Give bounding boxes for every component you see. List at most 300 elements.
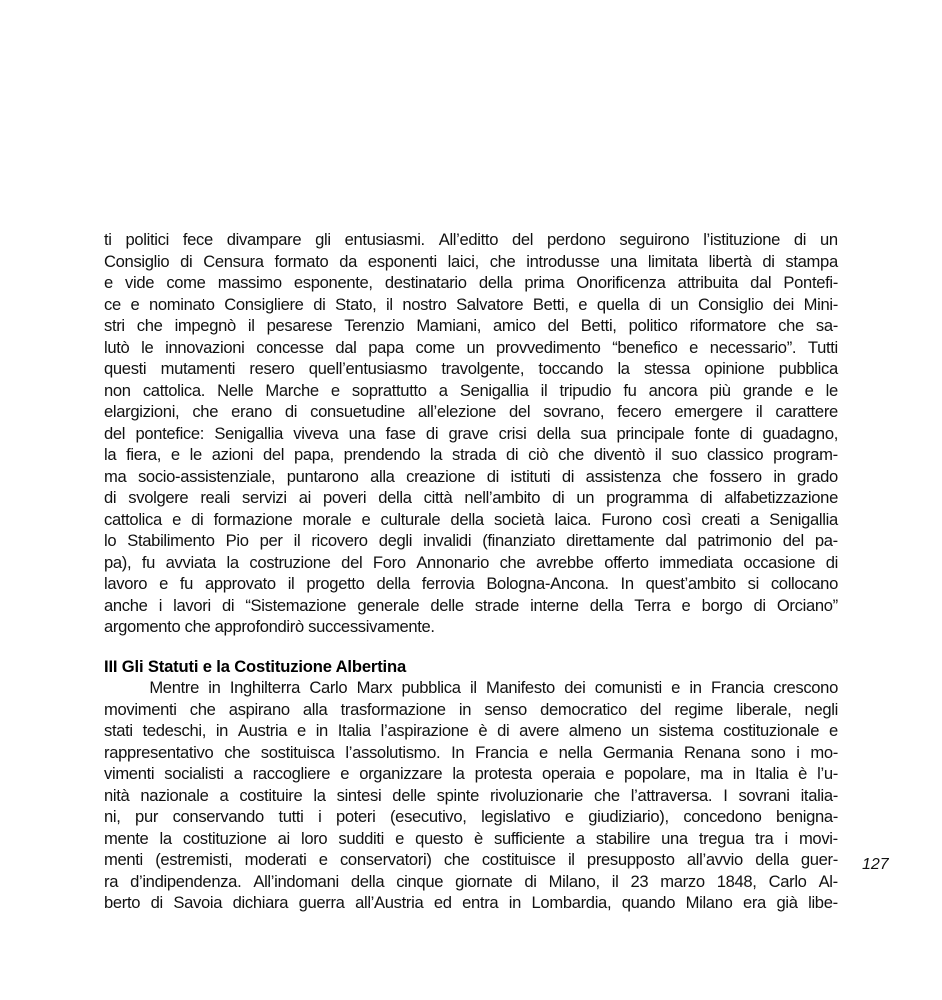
word: Pontefi- [783, 273, 838, 292]
word: della [478, 273, 513, 292]
text-line [104, 552, 838, 574]
word: Senigallia [214, 423, 283, 443]
word: e [605, 764, 614, 783]
word: travolgente, [441, 359, 525, 378]
word: marzo [660, 871, 705, 891]
word: e [330, 380, 340, 400]
word: a [219, 785, 229, 805]
word: i [796, 742, 800, 762]
word: Nelle [217, 380, 254, 400]
word: sua [580, 423, 607, 443]
word: e [297, 721, 306, 740]
word: dal [665, 531, 687, 550]
word: di [740, 423, 753, 443]
word: Terenzio [344, 316, 405, 335]
word: Italia [755, 764, 789, 783]
word: laica. [554, 509, 592, 529]
word: fase [385, 423, 416, 443]
word: i [784, 828, 788, 848]
word: dei [564, 678, 586, 697]
word: progetto [306, 574, 365, 593]
word: papa [368, 337, 404, 357]
word: ni, [104, 807, 121, 826]
word: e [104, 273, 113, 292]
word: (esecutivo, [389, 807, 467, 826]
text-line [104, 530, 838, 552]
word: di [505, 445, 519, 464]
word: erano [231, 402, 272, 421]
word: quella [596, 294, 640, 314]
word: approvato [204, 574, 276, 593]
word: della [450, 509, 484, 529]
word: tutti [278, 807, 304, 826]
word: amico [492, 316, 536, 335]
word: città [423, 488, 453, 507]
word: la [159, 828, 172, 848]
word: necessario”. [709, 337, 797, 357]
word: che [443, 850, 470, 869]
text-line [104, 423, 838, 445]
word: il [293, 531, 301, 550]
word: di [700, 488, 713, 507]
word: Annonario [416, 552, 489, 572]
word: nominato [149, 294, 215, 314]
word: guadagno, [762, 423, 838, 443]
word: crisi [498, 423, 527, 443]
text-line [104, 892, 838, 914]
word: costituzione [182, 828, 267, 848]
word: l’assolutismo. [345, 742, 441, 762]
word: avviata [165, 552, 216, 572]
word: e [689, 337, 699, 357]
word: fu [179, 574, 194, 593]
word: Betti, [580, 316, 617, 335]
word: conservatori) [339, 850, 432, 869]
word: formato [274, 251, 329, 271]
word: provvedimento [495, 337, 601, 357]
word: alfabetizzazione [724, 488, 838, 507]
word: e [361, 509, 371, 529]
word: perdono [546, 230, 606, 249]
word: Manifesto [486, 678, 555, 697]
word: papa, [293, 445, 334, 464]
text-line [104, 251, 838, 273]
word: di [180, 251, 193, 271]
word: degli [378, 531, 413, 550]
word: ed [433, 893, 452, 912]
word: in [208, 678, 221, 697]
word: di [825, 552, 838, 572]
word: e [170, 445, 180, 464]
word: ti [104, 230, 112, 249]
text-line [104, 785, 838, 807]
word: ciò [528, 445, 549, 464]
word: I [723, 785, 728, 805]
word: classico [706, 445, 764, 464]
word: e [538, 742, 548, 762]
word: Al- [818, 871, 838, 891]
word: esponente, [293, 273, 373, 292]
word: (estremisti, [155, 850, 233, 869]
word: l’istituzione [703, 230, 781, 249]
word: della [755, 850, 789, 869]
word: il [386, 294, 393, 314]
word: almeno [568, 721, 622, 740]
word: elargizioni, [104, 402, 180, 421]
word: questi [104, 359, 147, 378]
word: massimo [217, 273, 282, 292]
word: popolare, [624, 764, 691, 783]
text-line [104, 871, 838, 893]
word: principale [616, 423, 685, 443]
word: come [166, 273, 206, 292]
word: di [104, 488, 117, 507]
word: in [315, 721, 328, 740]
word: creati [701, 509, 740, 529]
word: senso [484, 699, 527, 719]
word: del [341, 552, 363, 572]
word: che [189, 699, 216, 719]
word: negli [804, 699, 838, 719]
word: trasformazione [340, 699, 446, 719]
word: tedeschi, [142, 721, 207, 740]
word: sovrano, [543, 402, 605, 421]
word: e [671, 678, 681, 697]
word: socio-assistenziale, [137, 466, 276, 486]
word: della [376, 574, 410, 593]
word: è [474, 828, 483, 848]
word: in [732, 764, 745, 783]
word: Savoia [173, 893, 223, 912]
word: il [611, 871, 619, 891]
word: da [339, 251, 357, 271]
word: all’Austria [355, 893, 424, 912]
word: e [578, 294, 588, 314]
word: di [793, 230, 807, 249]
word: costituzionale [723, 721, 820, 740]
word: del [782, 531, 804, 550]
word: dichiara [232, 893, 289, 912]
word: un [670, 294, 689, 314]
word: Milano [685, 893, 733, 912]
word: grave [448, 423, 489, 443]
word: poveri [323, 488, 367, 507]
word: tra [755, 828, 774, 848]
word: giudiziario), [588, 807, 669, 826]
word: 1848, [716, 871, 757, 891]
word: sufficiente [494, 828, 565, 848]
word: formazione [213, 509, 293, 529]
page-number: 127 [862, 856, 889, 873]
word: che [136, 316, 163, 335]
word: che [778, 316, 804, 335]
word: che [558, 445, 584, 464]
word: svolgere [128, 488, 189, 507]
word: sistema [658, 721, 714, 740]
word: era [742, 893, 766, 912]
text-line [104, 849, 838, 871]
word: e [564, 807, 574, 826]
word: Senigallia [459, 380, 529, 400]
word: Carlo [768, 871, 807, 891]
word: di [753, 595, 766, 615]
word: pontefice: [135, 423, 205, 443]
word: non [104, 380, 131, 400]
word: Mini- [803, 294, 838, 314]
word: program- [773, 445, 838, 464]
word: di [486, 466, 499, 486]
word: che [224, 742, 250, 762]
word: le [141, 337, 154, 357]
word: all’avvio [686, 850, 743, 869]
word: gli [315, 230, 331, 249]
word: che [594, 785, 620, 805]
word: grado [797, 466, 838, 486]
word: Consiglio [698, 294, 764, 314]
word: Censura [203, 251, 264, 271]
word: prendendo [343, 445, 421, 464]
word: creazione [406, 466, 476, 486]
word: come [415, 337, 455, 357]
word: movimenti [104, 699, 177, 719]
word: e [340, 764, 350, 783]
word: quando [621, 893, 676, 912]
word: questo [415, 828, 463, 848]
word: i [318, 807, 322, 826]
word: rivoluzionarie [489, 785, 584, 805]
word: libe- [808, 893, 838, 912]
word: Foro [372, 552, 406, 572]
text-line: argomento che approfondirò successivamente. [104, 617, 435, 636]
word: già [776, 893, 798, 912]
word: della [536, 423, 571, 443]
word: di [561, 466, 575, 486]
word: una [661, 828, 688, 848]
word: le [825, 380, 838, 400]
word: morale [302, 509, 352, 529]
word: i [158, 595, 163, 615]
word: innovazioni [165, 337, 245, 357]
word: servizi [242, 488, 287, 507]
word: pa- [814, 531, 838, 550]
word: Furono [601, 509, 652, 529]
word: crescono [773, 678, 838, 697]
word: di [425, 423, 439, 443]
paragraph-body-1 [104, 229, 838, 638]
section-heading-statuti: III Gli Statuti e la Costituzione Albertina [104, 656, 407, 676]
word: Stato, [335, 294, 377, 314]
word: a [750, 509, 760, 529]
word: che [192, 402, 219, 421]
paragraph-body-2 [104, 677, 838, 914]
word: del [640, 699, 662, 719]
word: è [798, 764, 808, 783]
word: ra [104, 871, 119, 891]
word: più [709, 380, 731, 400]
word: protesta [474, 764, 532, 783]
word: fu [141, 552, 156, 572]
word: il [755, 402, 763, 421]
word: Terra [634, 595, 671, 615]
word: si [747, 574, 759, 593]
text-line [104, 509, 838, 531]
word: la [452, 764, 465, 783]
word: lavoro [104, 574, 148, 593]
word: cattolica. [142, 380, 205, 400]
word: prima [524, 273, 565, 292]
word: all’elezione [417, 402, 497, 421]
text-line [104, 595, 838, 617]
word: di [762, 251, 775, 271]
word: una [610, 251, 638, 271]
word: reali [200, 488, 231, 507]
word: a [438, 380, 448, 400]
word: concesse [256, 337, 324, 357]
word: invalidi [423, 531, 472, 550]
word: l’attraversa. [630, 785, 713, 805]
word: moderati [244, 850, 307, 869]
word: a [575, 828, 585, 848]
word: nazionale [140, 785, 209, 805]
word: che [672, 466, 699, 486]
word: viveva [293, 423, 339, 443]
word: pesarese [266, 316, 333, 335]
word: emergere [674, 402, 743, 421]
word: laici, [447, 251, 479, 271]
word: operaia [541, 764, 596, 783]
word: legislativo [481, 807, 551, 826]
word: il [287, 574, 295, 593]
word: stampa [785, 251, 838, 271]
word: giornate [455, 871, 513, 891]
word: borgo [701, 595, 743, 615]
word: culturale [380, 509, 441, 529]
word: società [494, 509, 545, 529]
word: Germania [602, 742, 674, 762]
word: direttamente [566, 531, 655, 550]
word: cattolica [104, 509, 162, 529]
word: pur [135, 807, 159, 826]
word: vimenti [104, 764, 155, 783]
word: loro [300, 828, 328, 848]
first-line-indent [104, 677, 140, 699]
word: Marche [265, 380, 319, 400]
word: quest’ambito [645, 574, 736, 593]
word: liberale, [736, 699, 792, 719]
word: guerra [298, 893, 345, 912]
word: socialisti [164, 764, 224, 783]
word: e [318, 850, 328, 869]
word: Orciano” [776, 595, 838, 615]
word: ai [277, 828, 290, 848]
word: e [159, 574, 169, 593]
word: divampare [226, 230, 302, 249]
word: presupposto [586, 850, 675, 869]
word: per [259, 531, 283, 550]
word: lo [104, 531, 117, 550]
word: un [576, 488, 595, 507]
word: in [508, 893, 522, 912]
word: esponenti [367, 251, 437, 271]
word: entra [462, 893, 499, 912]
word: introdusse [526, 251, 600, 271]
word: programma [606, 488, 689, 507]
word: in [458, 699, 472, 719]
word: pubblica [778, 359, 838, 378]
word: Salvatore [456, 294, 524, 314]
word: ai [298, 488, 312, 507]
word: occasione [743, 552, 816, 572]
word: Betti, [532, 294, 569, 314]
word: mutamenti [160, 359, 236, 378]
word: Stabilimento [127, 531, 215, 550]
word: immediata [659, 552, 733, 572]
word: dal [750, 273, 772, 292]
text-line [104, 699, 838, 721]
word: benigna- [776, 807, 838, 826]
word: diventò [593, 445, 645, 464]
text-line [104, 828, 838, 850]
word: di [313, 294, 326, 314]
word: stri [104, 316, 125, 335]
word: fiera, [126, 445, 162, 464]
word: grande [742, 380, 793, 400]
word: così [662, 509, 692, 529]
word: in [773, 466, 786, 486]
word: consuetudine [310, 402, 405, 421]
word: cinque [396, 871, 444, 891]
word: raccogliere [252, 764, 331, 783]
word: il [247, 316, 255, 335]
word: poteri [335, 807, 376, 826]
word: stabilire [595, 828, 651, 848]
word: Onorificenza [576, 273, 666, 292]
word: stessa [644, 359, 690, 378]
word: pa), [104, 552, 132, 572]
word: In [451, 742, 465, 762]
word: delle [430, 595, 464, 615]
word: costituisce [481, 850, 556, 869]
word: in [215, 721, 229, 740]
word: fossero [709, 466, 762, 486]
word: anche [104, 595, 148, 615]
word: a [233, 764, 243, 783]
word: resero [249, 359, 295, 378]
word: vide [125, 273, 155, 292]
text-line [104, 573, 838, 595]
text-line [104, 720, 838, 742]
word: la [429, 445, 443, 464]
page-text-block [104, 229, 838, 914]
word: sovrani [738, 785, 790, 805]
word: e [172, 509, 181, 529]
word: impegnò [174, 316, 236, 335]
word: soprattutto [351, 380, 427, 400]
word: sa- [815, 316, 838, 335]
word: e [828, 721, 838, 740]
word: toccando [538, 359, 604, 378]
word: Austria [237, 721, 288, 740]
word: collocano [770, 574, 838, 593]
word: regime [674, 699, 724, 719]
word: Consiglio [104, 251, 170, 271]
word: puntarono [286, 466, 359, 486]
text-line [104, 294, 838, 316]
word: quell’entusiasmo [308, 359, 428, 378]
word: berto [104, 893, 141, 912]
word: che [489, 251, 516, 271]
word: sostituisca [260, 742, 335, 762]
